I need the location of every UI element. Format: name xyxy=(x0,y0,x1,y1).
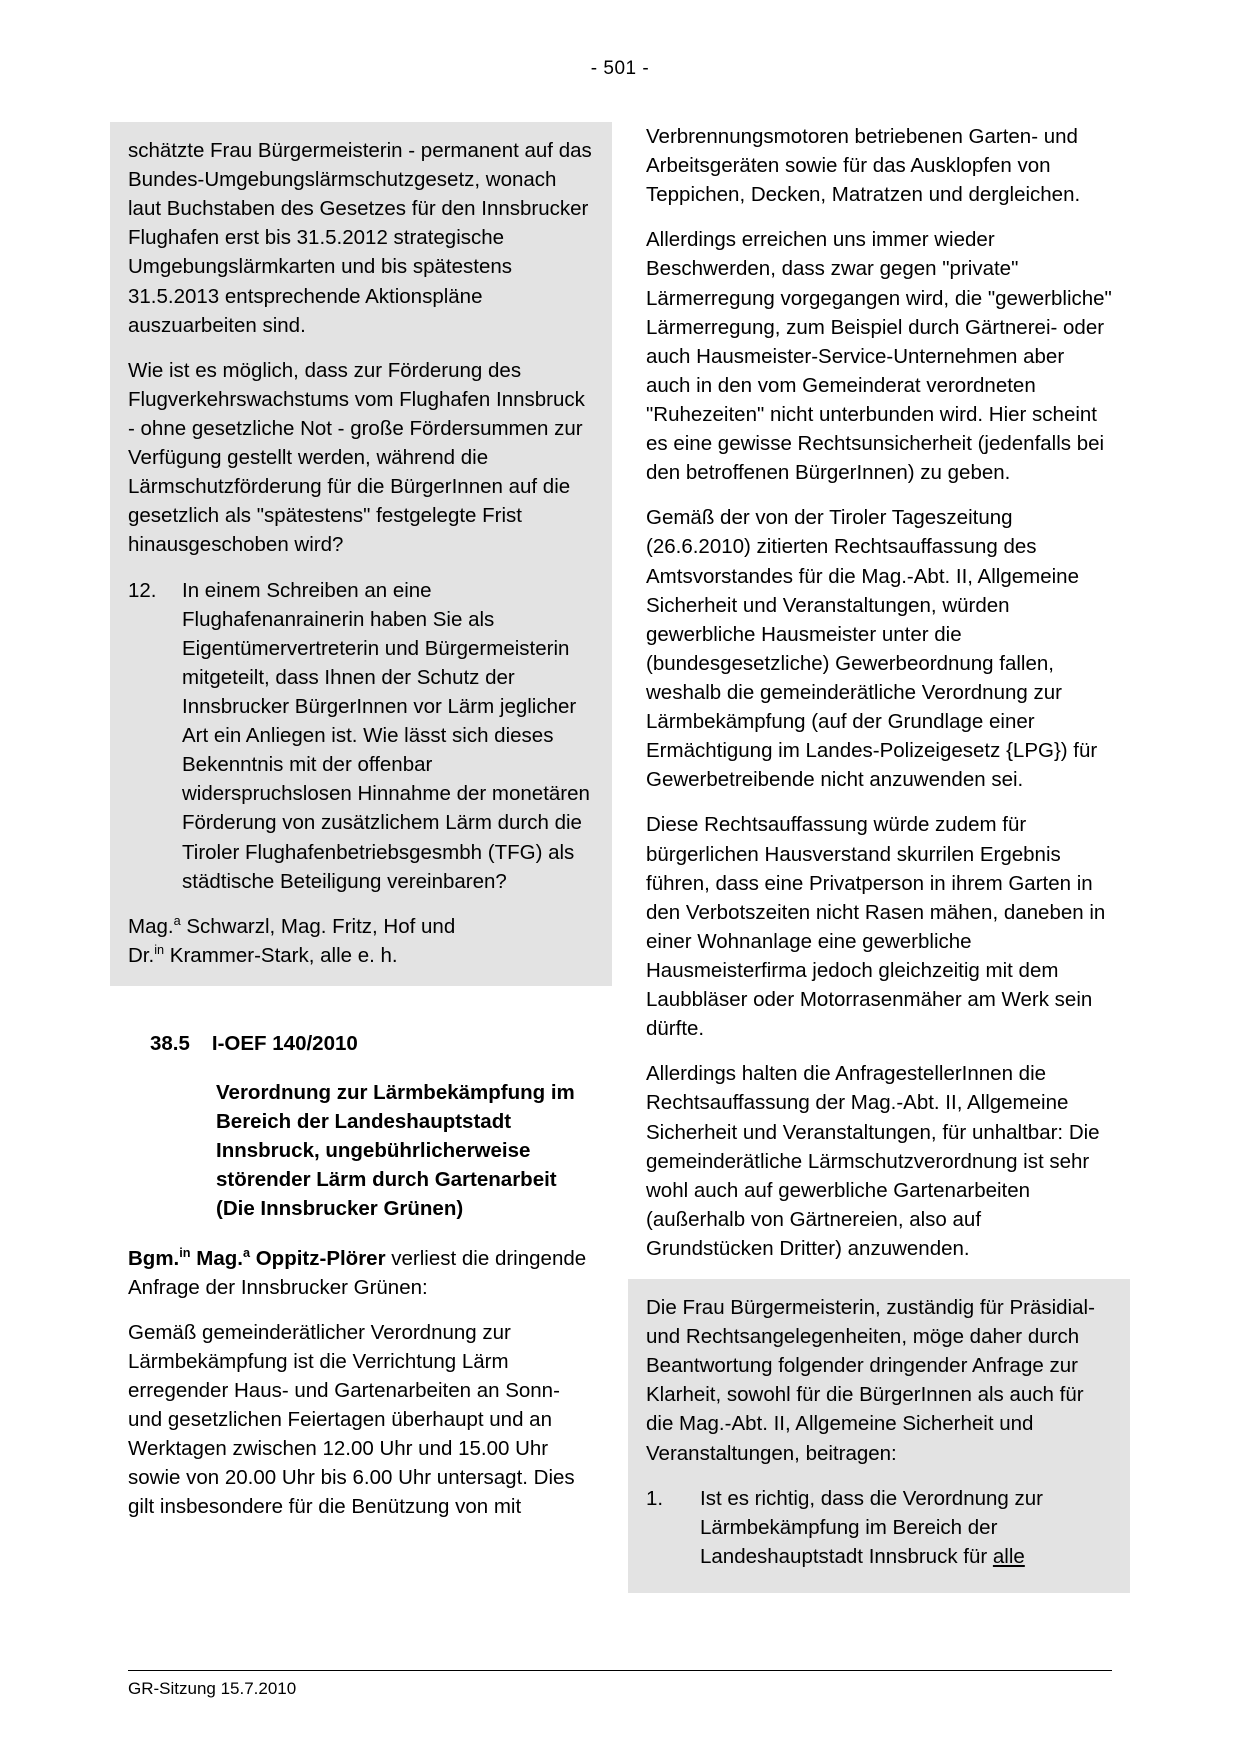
question-emphasis: alle xyxy=(992,1544,1025,1568)
signature-prefix-1: Mag. xyxy=(128,914,174,938)
signature-prefix-2: Dr. xyxy=(128,943,155,967)
paragraph: Verbrennungsmotoren betriebenen Garten- und Arbeitsgeräten sowie für das Ausklopfen von Teppichen, Decken, Matratzen und dergleichen. xyxy=(646,125,1081,207)
speaker-rest: verliest die dringende Anfrage der Innsbrucker Grünen: xyxy=(128,1246,587,1299)
section-heading xyxy=(150,1032,594,1056)
right-column xyxy=(646,122,1112,1593)
page-footer: GR-Sitzung 15.7.2010 xyxy=(128,1670,1112,1699)
item-number: 12. xyxy=(128,578,157,602)
speaker-mid: Mag. xyxy=(190,1246,243,1270)
section-subtitle: Verordnung zur Lärmbekämpfung im Bereich der Landeshauptstadt Innsbruck, ungebührlicherweise störender Lärm durch Gartenarbeit (Die Innsbrucker Grünen) xyxy=(216,1080,575,1221)
paragraph: schätzte Frau Bürgermeisterin - permanent auf das Bundes-Umgebungslärmschutzgesetz, wonach laut Buchstaben des Gesetzes für den Innsbrucker Flughafen erst bis 31.5.2012 strategische Umgebungslärmkarten und bis spätestens 31.5.2013 entsprechende Aktionspläne auszuarbeiten sind. xyxy=(128,139,592,337)
signature-sup-2: in xyxy=(154,942,165,958)
section-title: I-OEF 140/2010 xyxy=(211,1031,358,1055)
numbered-item-12 xyxy=(128,576,594,896)
paragraph: Gemäß der von der Tiroler Tageszeitung (26.6.2010) zitierten Rechtsauffassung des Amtsvorstandes für die Mag.-Abt. II, Allgemeine Sicherheit und Veranstaltungen, würden gewerbliche Hausmeister unter die (bundesgesetzliche) Gewerbeordnung fallen, weshalb die gemeinderätliche Verordnung zur Lärmbekämpfung (auf der Grundlage einer Ermächtigung im Landes-Polizeigesetz {LPG}) für Gewerbetreibende nicht anzuwenden sei. xyxy=(646,506,1098,792)
speaker-prefix: Bgm. xyxy=(128,1246,180,1270)
paragraph: Die Frau Bürgermeisterin, zuständig für Präsidial- und Rechtsangelegenheiten, möge daher durch Beantwortung folgender dringender Anfrage zur Klarheit, sowohl für die BürgerInnen als auch für die Mag.-Abt. II, Allgemeine Sicherheit und Veranstaltungen, beitragen: xyxy=(646,1296,1095,1465)
item-number: 1. xyxy=(646,1486,664,1510)
speaker-sup-2: a xyxy=(242,1244,251,1260)
paragraph: Allerdings erreichen uns immer wieder Beschwerden, dass zwar gegen "private" Lärmerregung vorgegangen wird, die "gewerbliche" Lärmerregung, zum Beispiel durch Gärtnerei- oder auch Hausmeister-Service-Unternehmen aber auch in den vom Gemeinderat verordneten "Ruhezeiten" nicht unterbunden wird. Hier scheint es eine gewisse Rechtsunsicherheit (jedenfalls bei den betroffenen BürgerInnen) zu geben. xyxy=(646,228,1112,485)
signature-sup-1: a xyxy=(173,912,181,928)
shaded-request-block xyxy=(628,1279,1130,1593)
signature-text-2: Krammer-Stark, alle e. h. xyxy=(164,943,398,967)
speaker-sup-1: in xyxy=(179,1244,191,1260)
question-text: Ist es richtig, dass die Verordnung zur Lärmbekämpfung im Bereich der Landeshauptstadt Innsbruck für xyxy=(700,1486,1043,1568)
paragraph: Allerdings halten die AnfragestellerInnen die Rechtsauffassung der Mag.-Abt. II, Allgemeine Sicherheit und Veranstaltungen, für unhaltbar: Die gemeinderätliche Lärmschutzverordnung ist sehr wohl auch auf gewerbliche Gartenarbeiten (außerhalb von Gärtnereien, also auf Grundstücken Dritter) anzuwenden. xyxy=(646,1062,1100,1260)
speaker-name: Oppitz-Plörer xyxy=(250,1246,386,1270)
numbered-question-1 xyxy=(646,1484,1112,1571)
shaded-question-block xyxy=(110,122,612,986)
section-number: 38.5 xyxy=(150,1031,190,1055)
signature-text-1: Schwarzl, Mag. Fritz, Hof und xyxy=(180,914,456,938)
paragraph: Gemäß gemeinderätlicher Verordnung zur Lärmbekämpfung ist die Verrichtung Lärm erregender Haus- und Gartenarbeiten an Sonn- und gesetzlichen Feiertagen überhaupt und an Werktagen zwischen 12.00 Uhr und 15.00 Uhr sowie von 20.00 Uhr bis 6.00 Uhr untersagt. Dies gilt insbesondere für die Benützung von mit xyxy=(128,1320,575,1519)
item-text: In einem Schreiben an eine Flughafenanrainerin haben Sie als Eigentümervertreterin und Bürgermeisterin mitgeteilt, dass Ihnen der Schutz der Innsbrucker BürgerInnen vor Lärm jeglicher Art ein Anliegen ist. Wie lässt sich dieses Bekenntnis mit der offenbar widerspruchslosen Hinnahme der monetären Förderung von zusätzlichem Lärm durch die Tiroler Flughafenbetriebsgesmbh (TFG) als städtische Beteiligung vereinbaren? xyxy=(182,578,590,893)
speaker-intro xyxy=(128,1244,594,1302)
page-number: - 501 - xyxy=(590,58,650,79)
two-column-body xyxy=(128,122,1112,1593)
left-column xyxy=(128,122,594,1593)
paragraph: Wie ist es möglich, dass zur Förderung des Flugverkehrswachstums vom Flughafen Innsbruck - ohne gesetzliche Not - große Fördersummen zur Verfügung gestellt werden, während die Lärmschutzförderung für die BürgerInnen auf die gesetzlich als "spätestens" festgelegte Frist hinausgeschoben wird? xyxy=(128,358,585,557)
paragraph: Diese Rechtsauffassung würde zudem für bürgerlichen Hausverstand skurrilen Ergebnis führen, dass eine Privatperson in ihrem Garten in den Verbotszeiten nicht Rasen mähen, daneben in einer Wohnanlage eine gewerbliche Hausmeisterfirma jedoch gleichzeitig mit dem Laubbläser oder Motorrasenmäher am Werk sein dürfte. xyxy=(646,813,1106,1041)
item-text xyxy=(700,1484,1112,1571)
signature-block xyxy=(128,912,594,980)
